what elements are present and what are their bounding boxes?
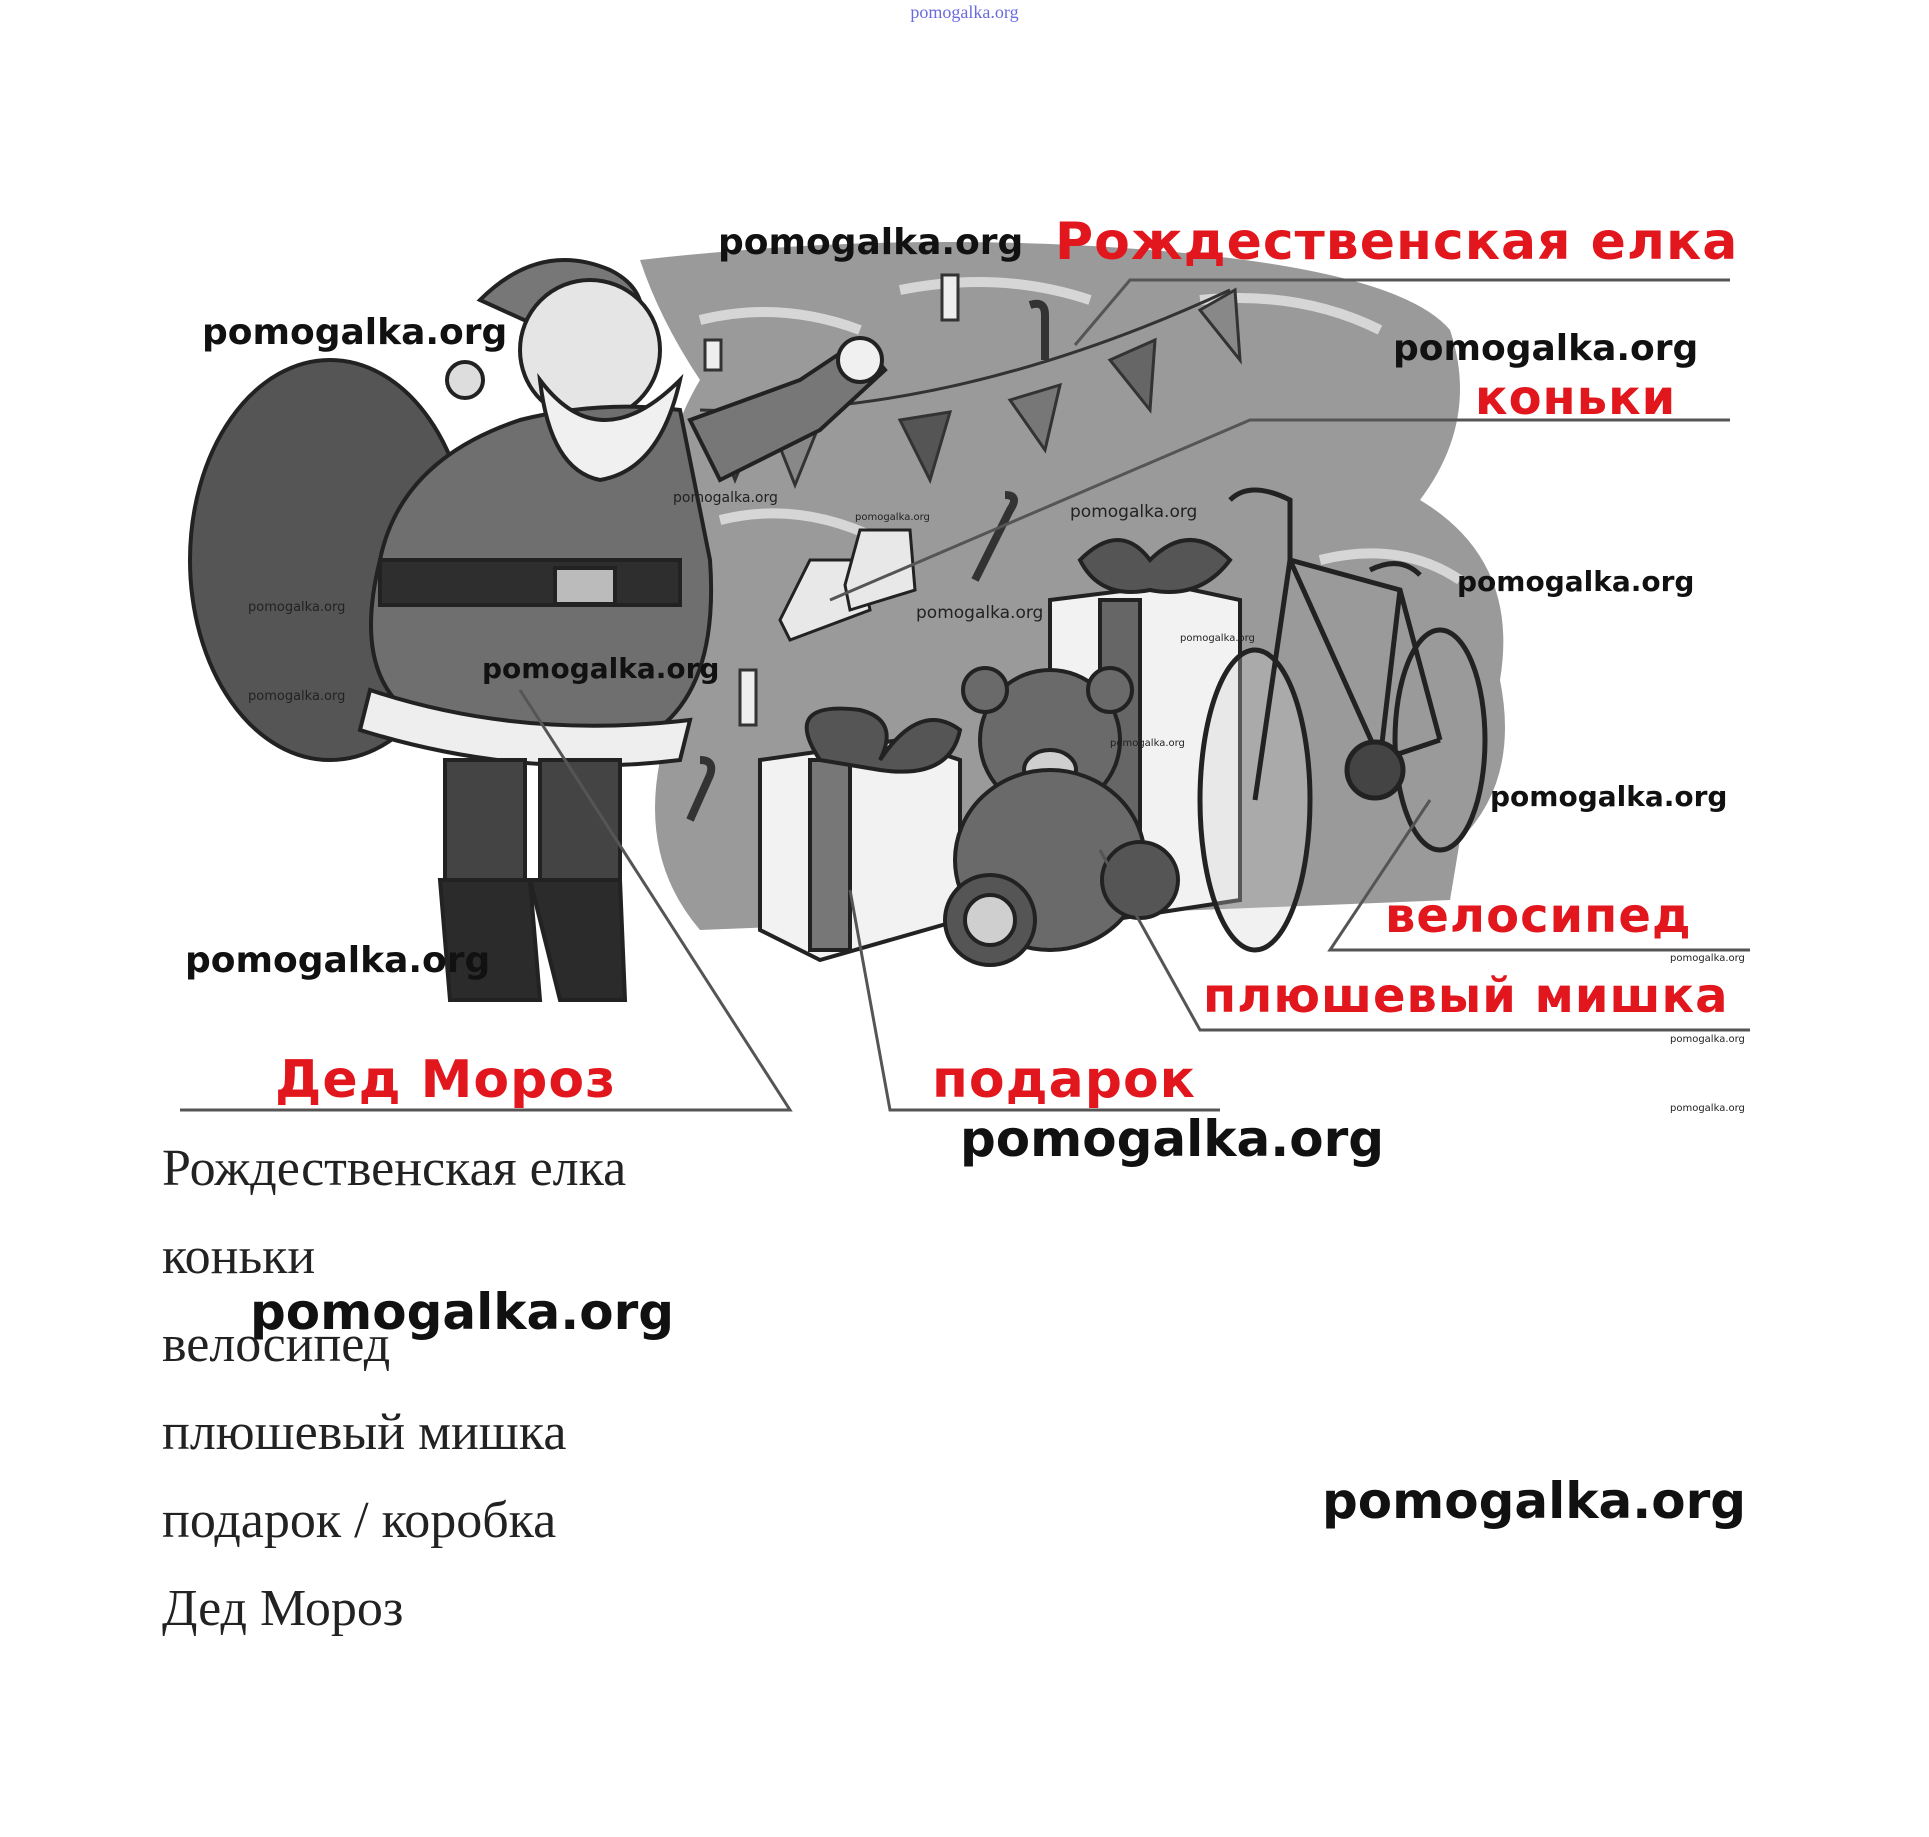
- watermark: pomogalka.org: [202, 312, 508, 353]
- watermark: pomogalka.org: [482, 652, 720, 685]
- watermark: pomogalka.org: [1490, 780, 1728, 813]
- label-bicycle: велосипед: [1385, 888, 1692, 944]
- watermark: pomogalka.org: [916, 603, 1044, 623]
- watermark: pomogalka.org: [185, 940, 491, 981]
- top-watermark: pomogalka.org: [910, 2, 1019, 22]
- watermark: pomogalka.org: [1322, 1472, 1747, 1530]
- watermark: pomogalka.org: [855, 512, 930, 523]
- watermark: pomogalka.org: [1070, 502, 1198, 522]
- watermark: pomogalka.org: [1670, 953, 1745, 964]
- label-santa: Дед Мороз: [275, 1050, 617, 1110]
- watermark: pomogalka.org: [1393, 328, 1699, 369]
- watermark: pomogalka.org: [960, 1110, 1385, 1168]
- answer-list: [162, 1125, 626, 1653]
- answer-item: велосипед: [162, 1316, 391, 1373]
- watermark: pomogalka.org: [248, 689, 346, 704]
- label-gift: подарок: [932, 1050, 1196, 1110]
- watermark: pomogalka.org: [1180, 633, 1255, 644]
- answer-item: плюшевый мишка: [162, 1404, 567, 1461]
- watermark: pomogalka.org: [1110, 738, 1185, 749]
- answer-item: подарок / коробка: [162, 1492, 557, 1549]
- answer-item: Рождественская елка: [162, 1140, 627, 1197]
- watermark: pomogalka.org: [1670, 1034, 1745, 1045]
- watermark: pomogalka.org: [673, 490, 778, 506]
- watermark: pomogalka.org: [1670, 1103, 1745, 1114]
- label-skates: коньки: [1475, 370, 1677, 426]
- watermark: pomogalka.org: [1457, 565, 1695, 598]
- label-christmas-tree: Рождественская елка: [1055, 212, 1739, 272]
- watermark: pomogalka.org: [250, 1283, 675, 1341]
- label-teddy-bear: плюшевый мишка: [1203, 968, 1729, 1024]
- answer-item: Дед Мороз: [162, 1580, 404, 1637]
- answer-item: коньки: [162, 1228, 316, 1285]
- watermark: pomogalka.org: [248, 600, 346, 615]
- watermark: pomogalka.org: [718, 222, 1024, 263]
